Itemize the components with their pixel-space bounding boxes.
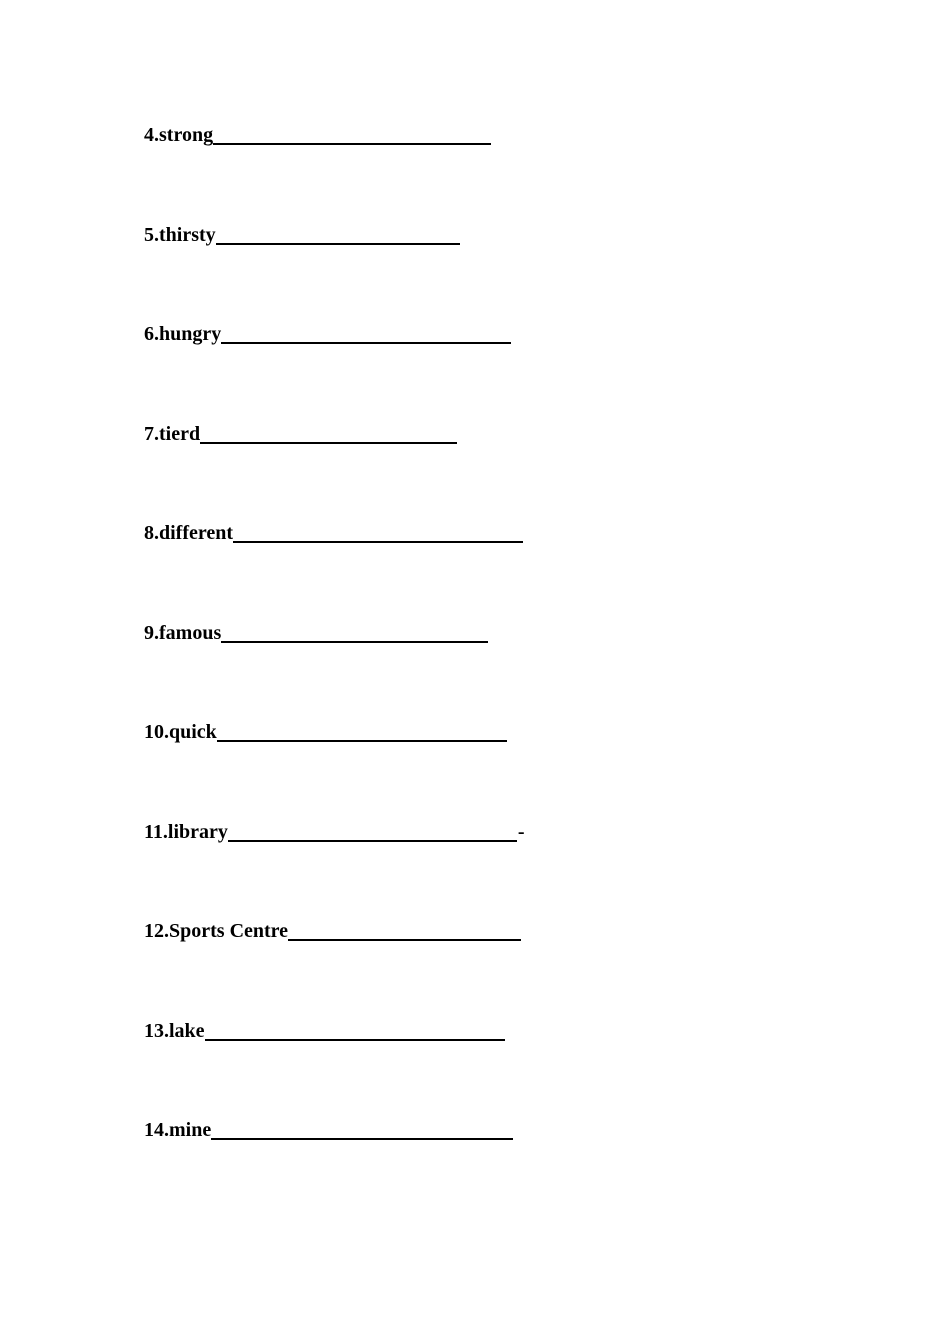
exercise-item-7 — [144, 422, 844, 522]
answer-blank[interactable] — [233, 521, 523, 543]
exercise-item-9 — [144, 621, 844, 721]
item-label: 13.lake — [144, 1019, 205, 1042]
exercise-item-8 — [144, 521, 844, 621]
item-label: 14.mine — [144, 1119, 212, 1141]
exercise-item-14 — [144, 1118, 844, 1218]
item-label: 9.famous — [144, 621, 222, 644]
item-label: 7.tierd — [144, 422, 201, 445]
answer-blank[interactable] — [211, 1118, 513, 1140]
answer-blank[interactable] — [288, 919, 521, 941]
answer-blank[interactable] — [213, 123, 491, 145]
answer-blank[interactable] — [216, 223, 460, 245]
exercise-item-13 — [144, 1019, 844, 1119]
item-label: 10.quick — [144, 721, 217, 743]
exercise-item-5 — [144, 223, 844, 323]
item-label: 8.different — [144, 522, 234, 544]
answer-blank[interactable] — [217, 720, 507, 742]
exercise-item-6 — [144, 322, 844, 422]
answer-blank[interactable] — [221, 322, 511, 344]
answer-blank[interactable] — [200, 422, 457, 444]
item-label: 6.hungry — [144, 323, 222, 345]
worksheet — [144, 123, 844, 1218]
answer-blank[interactable] — [228, 820, 517, 842]
exercise-item-12 — [144, 919, 844, 1019]
answer-blank[interactable] — [221, 621, 488, 643]
item-label: 4.strong — [144, 124, 214, 146]
answer-blank[interactable] — [205, 1019, 505, 1041]
item-tail: - — [517, 820, 525, 843]
item-label: 11.library — [144, 820, 228, 843]
exercise-item-11 — [144, 820, 844, 920]
item-label: 12.Sports Centre — [144, 920, 289, 942]
exercise-item-4 — [144, 123, 844, 223]
item-label: 5.thirsty — [144, 223, 216, 246]
exercise-item-10 — [144, 720, 844, 820]
